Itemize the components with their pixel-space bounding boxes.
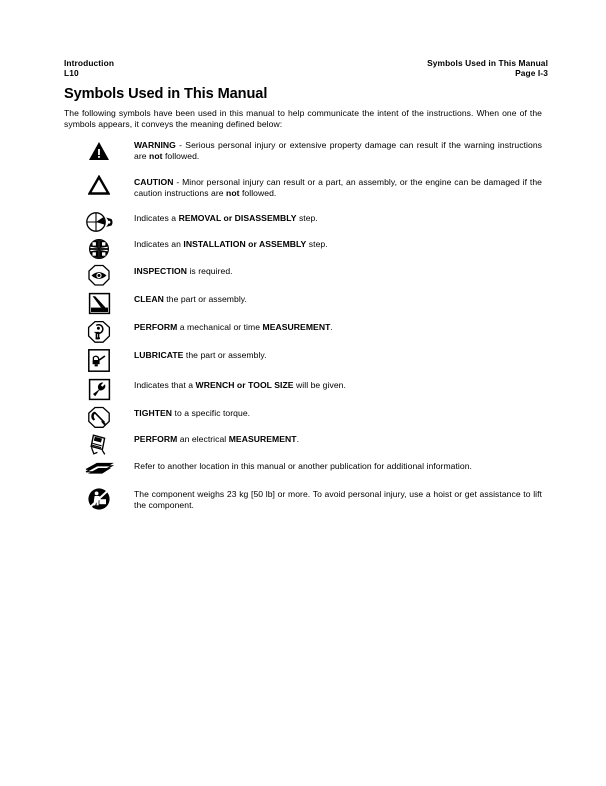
symbol-text-prefix: Indicates an (134, 239, 184, 249)
symbol-text-tail: is required. (187, 266, 233, 276)
symbol-description (134, 140, 542, 163)
symbol-row (64, 174, 542, 210)
symbol-row (64, 458, 542, 486)
symbol-keyword: REMOVAL or DISASSEMBLY (178, 213, 297, 223)
symbol-keyword-2: MEASUREMENT (228, 434, 297, 444)
tighten-torque-icon (64, 405, 134, 429)
symbol-description (134, 263, 542, 277)
intro-paragraph: The following symbols have been used in this manual to help communicate the intent of the instructions. When one of the symbols appears, it conveys the meaning defined below: (64, 108, 542, 130)
header-chapter-title: Symbols Used in This Manual (427, 58, 548, 68)
installation-assembly-icon (64, 236, 134, 261)
symbol-description: The component weighs 23 kg [50 lb] or more. To avoid personal injury, use a hoist or get assistance to lift the component. (134, 489, 542, 511)
symbol-text: - Serious personal injury or extensive property damage can result if the warning instructions are (134, 140, 542, 162)
symbol-description (134, 377, 542, 391)
symbol-row (64, 291, 542, 319)
symbol-keyword: CAUTION (134, 177, 174, 187)
symbol-text-prefix: Indicates a (134, 213, 179, 223)
symbol-row (64, 263, 542, 291)
symbol-description (134, 431, 542, 445)
symbol-row (64, 140, 542, 174)
clean-brush-icon (64, 291, 134, 315)
symbol-text: - Minor personal injury can result or a part, an assembly, or the engine can be damaged if the caution instructions are (134, 177, 542, 199)
running-header (64, 58, 548, 79)
symbol-text-tail: . (296, 434, 300, 444)
symbol-keyword: WARNING (134, 140, 176, 150)
symbol-keyword: TIGHTEN (134, 408, 173, 418)
symbol-row (64, 236, 542, 263)
symbol-text-tail: step. (306, 239, 328, 249)
symbol-keyword: INSPECTION (134, 266, 188, 276)
header-right (427, 58, 548, 79)
symbol-description (134, 236, 542, 250)
header-page-number: Page I-3 (515, 68, 548, 79)
lubricate-oilcan-icon (64, 347, 134, 373)
symbol-keyword: LUBRICATE (134, 350, 184, 360)
symbol-description: Refer to another location in this manual or another publication for additional information. (134, 461, 472, 471)
header-left (64, 58, 114, 79)
symbol-emphasis: not (226, 188, 240, 199)
symbol-text-tail: followed. (162, 151, 200, 162)
mechanical-measurement-icon (64, 319, 134, 344)
symbol-description (134, 291, 542, 305)
symbol-description (134, 210, 542, 224)
symbol-list (64, 140, 542, 520)
symbol-keyword: WRENCH or TOOL SIZE (195, 380, 294, 390)
symbol-description (134, 319, 542, 333)
symbol-row (64, 210, 542, 236)
refer-to-manual-icon (64, 458, 134, 477)
symbol-row (64, 377, 542, 405)
symbol-text-tail: followed. (239, 188, 277, 199)
header-model-code: L10 (64, 68, 79, 79)
symbol-text-tail: to a specific torque. (172, 408, 251, 418)
symbol-emphasis: not (149, 151, 163, 162)
symbol-text: an electrical (177, 434, 229, 444)
removal-disassembly-icon (64, 210, 134, 233)
symbol-keyword-2: MEASUREMENT (262, 322, 331, 332)
symbol-text-tail: the part or assembly. (163, 294, 247, 304)
symbol-row (64, 486, 542, 520)
symbol-row (64, 347, 542, 377)
symbol-description (134, 174, 542, 200)
electrical-measurement-icon (64, 431, 134, 457)
symbol-text-prefix: Indicates that a (134, 380, 196, 390)
symbol-row (64, 405, 542, 431)
symbol-keyword: CLEAN (134, 294, 164, 304)
symbol-keyword: PERFORM (134, 322, 178, 332)
symbol-text-tail: will be given. (293, 380, 346, 390)
symbol-row (64, 431, 542, 458)
header-section-name: Introduction (64, 58, 115, 68)
symbol-text-tail: step. (296, 213, 318, 223)
symbol-text-tail: the part or assembly. (183, 350, 267, 360)
symbol-keyword: PERFORM (134, 434, 178, 444)
symbol-text-tail: . (330, 322, 333, 332)
wrench-tool-size-icon (64, 377, 134, 401)
symbol-description (134, 347, 542, 361)
caution-triangle-icon (64, 174, 134, 195)
warning-triangle-icon (64, 140, 134, 161)
inspection-eye-icon (64, 263, 134, 287)
symbol-description (134, 405, 542, 419)
heavy-component-hoist-icon (64, 486, 134, 511)
page-title: Symbols Used in This Manual (64, 86, 268, 102)
symbol-keyword: INSTALLATION or ASSEMBLY (183, 239, 307, 249)
symbol-text: a mechanical or time (177, 322, 263, 332)
symbol-row (64, 319, 542, 347)
